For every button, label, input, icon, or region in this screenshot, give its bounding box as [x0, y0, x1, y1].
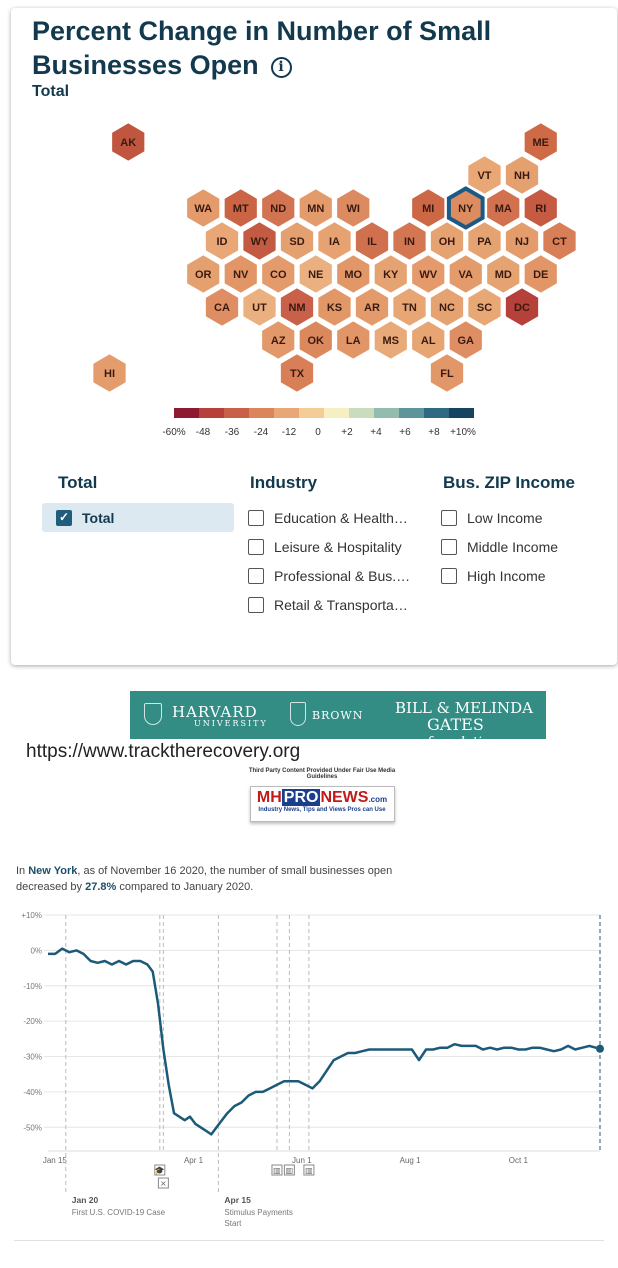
harvard-shield-icon — [144, 703, 162, 725]
state-hex-ga[interactable] — [449, 321, 483, 360]
state-hex-mi[interactable] — [411, 189, 445, 228]
state-hex-ak[interactable] — [111, 123, 145, 162]
graduation-cap-icon[interactable] — [155, 1165, 165, 1175]
state-hex-hi[interactable] — [93, 354, 127, 393]
legend-label: +10% — [450, 427, 476, 438]
state-hex-ok[interactable] — [299, 321, 333, 360]
state-label: MI — [422, 203, 435, 215]
filter-label: Professional & Bus.… — [274, 567, 411, 584]
state-label: DC — [514, 302, 530, 314]
state-label: TX — [289, 368, 305, 380]
state-hex-vt[interactable] — [468, 156, 502, 195]
legend-swatch — [349, 408, 374, 418]
state-hex-pa[interactable] — [468, 222, 502, 261]
state-label: ID — [216, 236, 228, 248]
legend-label: +2 — [341, 427, 353, 438]
filter-label-total: Total — [82, 509, 115, 526]
brown-shield-icon — [290, 702, 306, 726]
filter-heading-total: Total — [58, 473, 98, 492]
gates-foundation-logo: BILL & MELINDA GATES foundation — [395, 699, 533, 750]
filter-checkbox-leisure[interactable] — [248, 532, 410, 561]
legend-label: -36 — [224, 427, 240, 438]
state-label: CA — [214, 302, 230, 314]
state-hex-tx[interactable] — [280, 354, 314, 393]
legend-swatch — [224, 408, 249, 418]
state-hex-la[interactable] — [336, 321, 370, 360]
filter-total — [42, 473, 234, 532]
state-hex-co[interactable] — [261, 255, 295, 294]
filter-checkbox-education[interactable] — [248, 503, 410, 532]
state-label: MN — [307, 203, 325, 215]
state-label: OH — [438, 236, 456, 248]
state-label: NM — [288, 302, 306, 314]
state-label: SC — [476, 302, 493, 314]
state-hex-sc[interactable] — [468, 288, 502, 327]
state-hex-al[interactable] — [411, 321, 445, 360]
state-label: DE — [533, 269, 549, 281]
state-hex-ks[interactable] — [318, 288, 352, 327]
storefront-icon[interactable] — [304, 1165, 314, 1175]
legend-swatch — [399, 408, 424, 418]
harvard-logo: HARVARD UNIVERSITY — [172, 703, 268, 728]
state-label: OR — [195, 269, 212, 281]
legend-label: +4 — [370, 427, 382, 438]
state-hex-tn[interactable] — [393, 288, 427, 327]
svg-text:×: × — [160, 1179, 167, 1188]
state-hex-ca[interactable] — [205, 288, 239, 327]
mhpronews-logo — [242, 768, 402, 834]
svg-text:▥: ▥ — [273, 1166, 281, 1175]
state-hex-ct[interactable] — [543, 222, 577, 261]
state-label: AZ — [270, 335, 286, 347]
x-tick-label: Apr 1 — [183, 1156, 204, 1165]
state-hex-nd[interactable] — [261, 189, 295, 228]
title-text: Percent Change in Number of Small Businesses Open — [32, 16, 492, 80]
state-label: HI — [104, 368, 115, 380]
event-desc-label: Start — [224, 1219, 242, 1228]
state-hex-il[interactable] — [355, 222, 389, 261]
checkbox-icon[interactable] — [248, 539, 264, 555]
fair-use-notice: Third Party Content Provided Under Fair Use Media Guidelines — [248, 768, 396, 780]
state-hex-sd[interactable] — [280, 222, 314, 261]
state-label: NV — [233, 269, 249, 281]
y-tick-label: -20% — [23, 1017, 42, 1027]
checkbox-icon[interactable] — [248, 510, 264, 526]
filter-heading-income: Bus. ZIP Income — [443, 473, 575, 492]
event-date-label: Jan 20 — [71, 1195, 99, 1205]
legend-label: 0 — [315, 427, 321, 438]
state-hex-ny[interactable] — [449, 189, 483, 228]
state-label: MT — [232, 203, 249, 215]
state-label: NC — [439, 302, 455, 314]
filter-checkbox-professional[interactable] — [248, 561, 410, 590]
filter-label: Education & Health… — [274, 509, 408, 526]
x-tick-label: Oct 1 — [508, 1156, 528, 1165]
state-label: NJ — [514, 236, 530, 248]
y-tick-label: 0% — [30, 946, 42, 956]
state-label: TN — [402, 302, 417, 314]
source-url[interactable]: https://www.tracktherecovery.org — [26, 741, 301, 762]
state-hex-de[interactable] — [524, 255, 558, 294]
filter-income — [441, 473, 575, 590]
filter-heading-industry: Industry — [250, 473, 318, 492]
state-hex-nm[interactable] — [280, 288, 314, 327]
filter-label: Middle Income — [467, 538, 559, 555]
state-label: UT — [252, 302, 267, 314]
legend-swatch — [374, 408, 399, 418]
state-hex-ar[interactable] — [355, 288, 389, 327]
state-label: IL — [367, 236, 377, 248]
filter-industry — [248, 473, 410, 619]
event-desc-label: First U.S. COVID-19 Case — [71, 1208, 166, 1217]
state-label: VT — [477, 170, 492, 182]
state-label: LA — [345, 335, 361, 347]
state-label: AK — [120, 137, 137, 149]
event-desc-label: Stimulus Payments — [224, 1208, 293, 1217]
checkbox-icon[interactable] — [441, 539, 457, 555]
checkbox-icon[interactable] — [441, 510, 457, 526]
state-hex-ut[interactable] — [243, 288, 277, 327]
state-label: ME — [532, 137, 549, 149]
state-hex-oh[interactable] — [430, 222, 464, 261]
filter-label: High Income — [467, 567, 546, 584]
state-label: AR — [364, 302, 380, 314]
mhpronews-tagline: Industry News, Tips and Views Pros can Use — [258, 807, 386, 813]
state-label: NY — [458, 203, 474, 215]
series-line — [48, 949, 600, 1135]
divider — [14, 1240, 604, 1241]
state-label: KY — [383, 269, 399, 281]
filter-checkbox-low-income[interactable] — [441, 503, 575, 532]
state-label: ND — [270, 203, 287, 215]
state-label: WY — [250, 236, 269, 248]
line-chart — [0, 905, 618, 1240]
state-hex-ri[interactable] — [524, 189, 558, 228]
state-hex-ky[interactable] — [374, 255, 408, 294]
state-label: KS — [326, 302, 343, 314]
storefront-icon[interactable] — [284, 1165, 294, 1175]
svg-text:▥: ▥ — [285, 1166, 294, 1175]
end-point-marker — [596, 1045, 604, 1053]
legend-swatch — [199, 408, 224, 418]
state-hex-ms[interactable] — [374, 321, 408, 360]
state-hex-id[interactable] — [205, 222, 239, 261]
checkbox-icon[interactable] — [248, 568, 264, 584]
legend-swatch — [424, 408, 449, 418]
state-label: NE — [308, 269, 324, 281]
state-hex-ma[interactable] — [486, 189, 520, 228]
checkbox-checked-icon[interactable]: ✓ — [56, 510, 72, 526]
svg-text:🎓: 🎓 — [154, 1166, 165, 1175]
x-tick-label: Aug 1 — [399, 1156, 421, 1165]
state-label: WA — [194, 203, 213, 215]
state-label: GA — [457, 335, 474, 347]
state-hex-nj[interactable] — [505, 222, 539, 261]
legend-swatch — [449, 408, 474, 418]
state-hex-wa[interactable] — [186, 189, 220, 228]
state-hex-nh[interactable] — [505, 156, 539, 195]
filter-checkbox-high-income[interactable] — [441, 561, 575, 590]
filter-label: Retail & Transporta… — [274, 596, 408, 613]
state-hex-ne[interactable] — [299, 255, 333, 294]
mhpronews-badge: MH PRO NEWS.com Industry News, Tips and Views Pros can Use — [250, 786, 395, 822]
state-hex-mt[interactable] — [224, 189, 258, 228]
state-label: IA — [329, 236, 340, 248]
legend-label: -12 — [281, 427, 297, 438]
filter-label: Low Income — [467, 509, 543, 526]
y-tick-label: -50% — [23, 1123, 42, 1133]
filter-label: Leisure & Hospitality — [274, 538, 402, 555]
story-text: In New York, as of November 16 2020, the number of small businesses open decreased by 27.8% compared to January 2020. — [16, 865, 393, 893]
y-tick-label: -10% — [23, 981, 42, 991]
state-label: FL — [440, 368, 454, 380]
event-date-label: Apr 15 — [224, 1195, 251, 1205]
state-label: MS — [382, 335, 399, 347]
state-label: WI — [346, 203, 360, 215]
state-label: MO — [344, 269, 363, 281]
checkbox-icon[interactable] — [248, 597, 264, 613]
y-tick-label: +10% — [21, 911, 42, 920]
filter-checkbox-retail[interactable] — [248, 590, 410, 619]
color-legend — [160, 405, 490, 441]
state-hex-in[interactable] — [393, 222, 427, 261]
state-hex-va[interactable] — [449, 255, 483, 294]
state-hex-map — [0, 0, 618, 450]
state-hex-dc[interactable] — [505, 288, 539, 327]
state-label: MA — [494, 203, 512, 215]
story-place: New York — [28, 865, 78, 877]
x-tick-label: Jun 1 — [292, 1156, 312, 1165]
state-hex-wi[interactable] — [336, 189, 370, 228]
legend-swatch — [249, 408, 274, 418]
legend-swatch — [274, 408, 299, 418]
y-tick-label: -40% — [23, 1087, 42, 1097]
state-label: IN — [404, 236, 415, 248]
state-label: VA — [458, 269, 473, 281]
state-hex-fl[interactable] — [430, 354, 464, 393]
state-hex-az[interactable] — [261, 321, 295, 360]
state-hex-wv[interactable] — [411, 255, 445, 294]
state-hex-nc[interactable] — [430, 288, 464, 327]
state-label: PA — [477, 236, 492, 248]
story-value: 27.8% — [85, 881, 117, 893]
storefront-icon[interactable] — [272, 1165, 282, 1175]
state-label: MD — [494, 269, 512, 281]
state-label: AL — [420, 335, 436, 347]
legend-label: -48 — [195, 427, 211, 438]
legend-label: +8 — [428, 427, 440, 438]
state-hex-or[interactable] — [186, 255, 220, 294]
state-label: SD — [289, 236, 305, 248]
brown-logo: BROWN — [312, 709, 364, 722]
state-label: CT — [552, 236, 567, 248]
state-label: RI — [535, 203, 547, 215]
state-label: OK — [307, 335, 324, 347]
legend-swatch — [324, 408, 349, 418]
partner-logos-banner — [130, 691, 546, 750]
closed-box-icon[interactable] — [158, 1178, 168, 1188]
info-icon[interactable]: i — [271, 57, 292, 78]
state-label: CO — [270, 269, 287, 281]
x-tick-label: Jan 15 — [42, 1156, 67, 1165]
state-hex-mn[interactable] — [299, 189, 333, 228]
state-hex-wy[interactable] — [243, 222, 277, 261]
y-tick-label: -30% — [23, 1052, 42, 1062]
legend-swatch — [174, 408, 199, 418]
legend-label: -60% — [162, 427, 186, 438]
state-hex-me[interactable] — [524, 123, 558, 162]
svg-text:▥: ▥ — [305, 1166, 313, 1175]
legend-label: +6 — [399, 427, 411, 438]
checkbox-icon[interactable] — [441, 568, 457, 584]
filter-checkbox-total[interactable] — [42, 503, 234, 532]
state-label: NH — [514, 170, 530, 182]
state-label: WV — [419, 269, 438, 281]
legend-swatch — [299, 408, 324, 418]
state-hex-mo[interactable] — [336, 255, 370, 294]
filter-checkbox-middle-income[interactable] — [441, 532, 575, 561]
map-subtitle: Total — [32, 83, 70, 100]
state-hex-ia[interactable] — [318, 222, 352, 261]
legend-label: -24 — [253, 427, 269, 438]
state-hex-nv[interactable] — [224, 255, 258, 294]
state-hex-md[interactable] — [486, 255, 520, 294]
